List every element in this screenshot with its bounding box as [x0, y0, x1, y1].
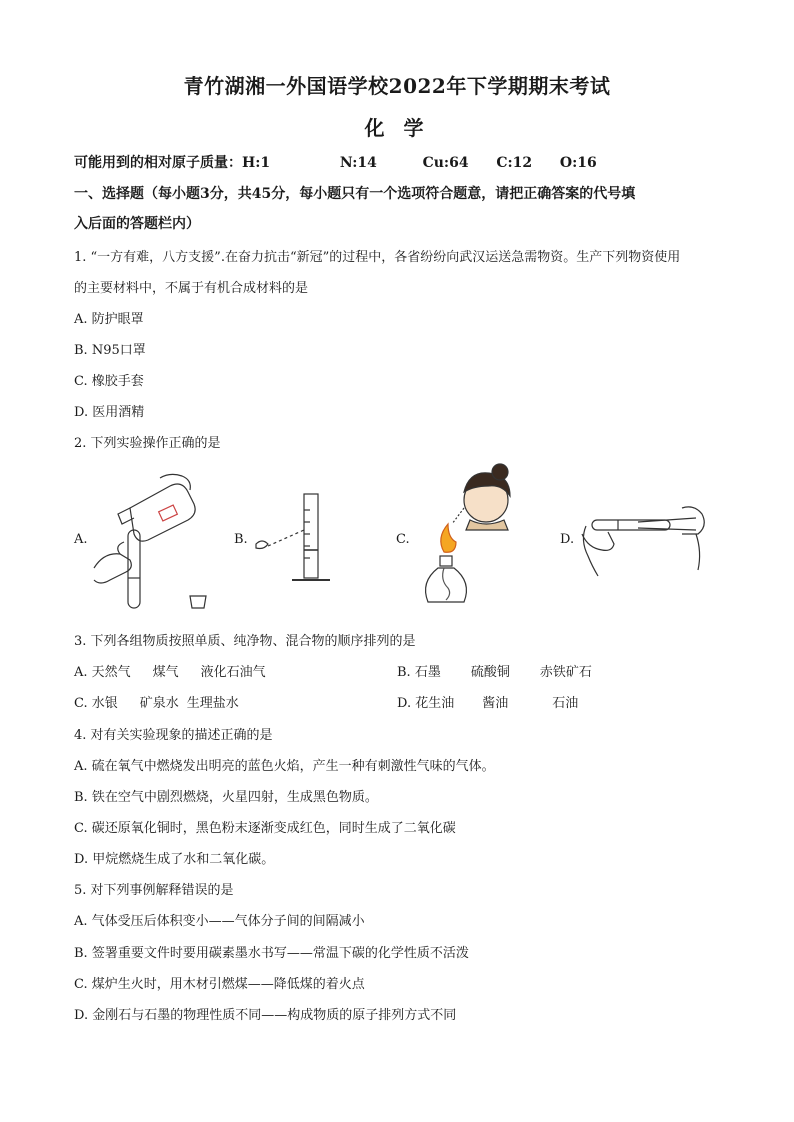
q3-option-d [397, 692, 578, 711]
pouring-liquid-figure [90, 468, 220, 613]
q3-a-item3: 液化石油气 [200, 665, 266, 680]
q2-label-c: C. [396, 532, 410, 547]
atomic-mass-cu: Cu:64 [422, 155, 469, 171]
atomic-mass-o: O:16 [559, 155, 597, 171]
q3-option-b [397, 661, 592, 680]
q1-option-c: C. 橡胶手套 [74, 374, 144, 389]
q3-b-item1: B. 石墨 [397, 665, 441, 680]
q5-option-a: A. 气体受压后体积变小——气体分子间的间隔减小 [74, 914, 365, 929]
atomic-mass-line [74, 152, 597, 172]
q4-option-a: A. 硫在氧气中燃烧发出明亮的蓝色火焰，产生一种有刺激性气味的气体。 [74, 759, 495, 774]
atomic-mass-n: N:14 [339, 155, 377, 171]
q3-b-item3: 赤铁矿石 [539, 665, 592, 680]
exam-title: 青竹湖湘一外国语学校2022年下学期期末考试 [183, 74, 611, 98]
q2-label-d: D. [560, 532, 575, 547]
alcohol-lamp-figure [414, 462, 524, 607]
q1-option-d: D. 医用酒精 [74, 405, 145, 420]
q3-c-item3: 生理盐水 [186, 696, 239, 711]
atomic-mass-c: C:12 [496, 155, 533, 171]
q5-option-d: D. 金刚石与石墨的物理性质不同——构成物质的原子排列方式不同 [74, 1008, 457, 1023]
q1-stem-line1: 1. “一方有难，八方支援”.在奋力抗击“新冠”的过程中，各省纷纷向武汉运送急需物资。生产下列物资使用 [74, 250, 681, 265]
subject-title: 化 学 [364, 116, 430, 140]
q3-option-a [74, 661, 266, 680]
q1-stem-line2: 的主要材料中，不属于有机合成材料的是 [74, 281, 309, 296]
q2-label-a: A. [74, 532, 88, 547]
q3-d-item2: 酱油 [482, 696, 509, 711]
q1-option-a: A. 防护眼罩 [74, 312, 144, 327]
q3-d-item1: D. 花生油 [397, 696, 455, 711]
q1-option-b: B. N95口罩 [74, 343, 146, 358]
q3-a-item1: A. 天然气 [74, 665, 131, 680]
q3-a-item2: 煤气 [152, 665, 179, 680]
atomic-mass-h: 可能用到的相对原子质量：H:1 [74, 155, 271, 171]
q2-stem: 2. 下列实验操作正确的是 [74, 436, 221, 451]
q2-label-b: B. [234, 532, 248, 547]
q5-option-c: C. 煤炉生火时，用木材引燃煤——降低煤的着火点 [74, 977, 365, 992]
q5-stem: 5. 对下列事例解释错误的是 [74, 883, 234, 898]
q4-option-d: D. 甲烷燃烧生成了水和二氧化碳。 [74, 852, 275, 867]
q3-c-item1: C. 水银 [74, 696, 118, 711]
q3-c-item2: 矿泉水 [139, 696, 179, 711]
graduated-cylinder-figure [248, 490, 348, 590]
section-heading-line2: 入后面的答题栏内） [74, 216, 200, 232]
q3-option-c [74, 692, 239, 711]
q5-option-b: B. 签署重要文件时要用碳素墨水书写——常温下碳的化学性质不活泼 [74, 946, 469, 961]
q4-option-c: C. 碳还原氧化铜时，黑色粉末逐渐变成红色，同时生成了二氧化碳 [74, 821, 456, 836]
test-tube-tongs-figure [578, 500, 712, 580]
q4-stem: 4. 对有关实验现象的描述正确的是 [74, 728, 273, 743]
q4-option-b: B. 铁在空气中剧烈燃烧，火星四射，生成黑色物质。 [74, 790, 378, 805]
q3-b-item2: 硫酸铜 [470, 665, 510, 680]
q3-d-item3: 石油 [552, 696, 579, 711]
q3-stem: 3. 下列各组物质按照单质、纯净物、混合物的顺序排列的是 [74, 634, 416, 649]
section-heading-line1: 一、选择题（每小题3分，共45分，每小题只有一个选项符合题意，请把正确答案的代号填 [74, 186, 636, 202]
